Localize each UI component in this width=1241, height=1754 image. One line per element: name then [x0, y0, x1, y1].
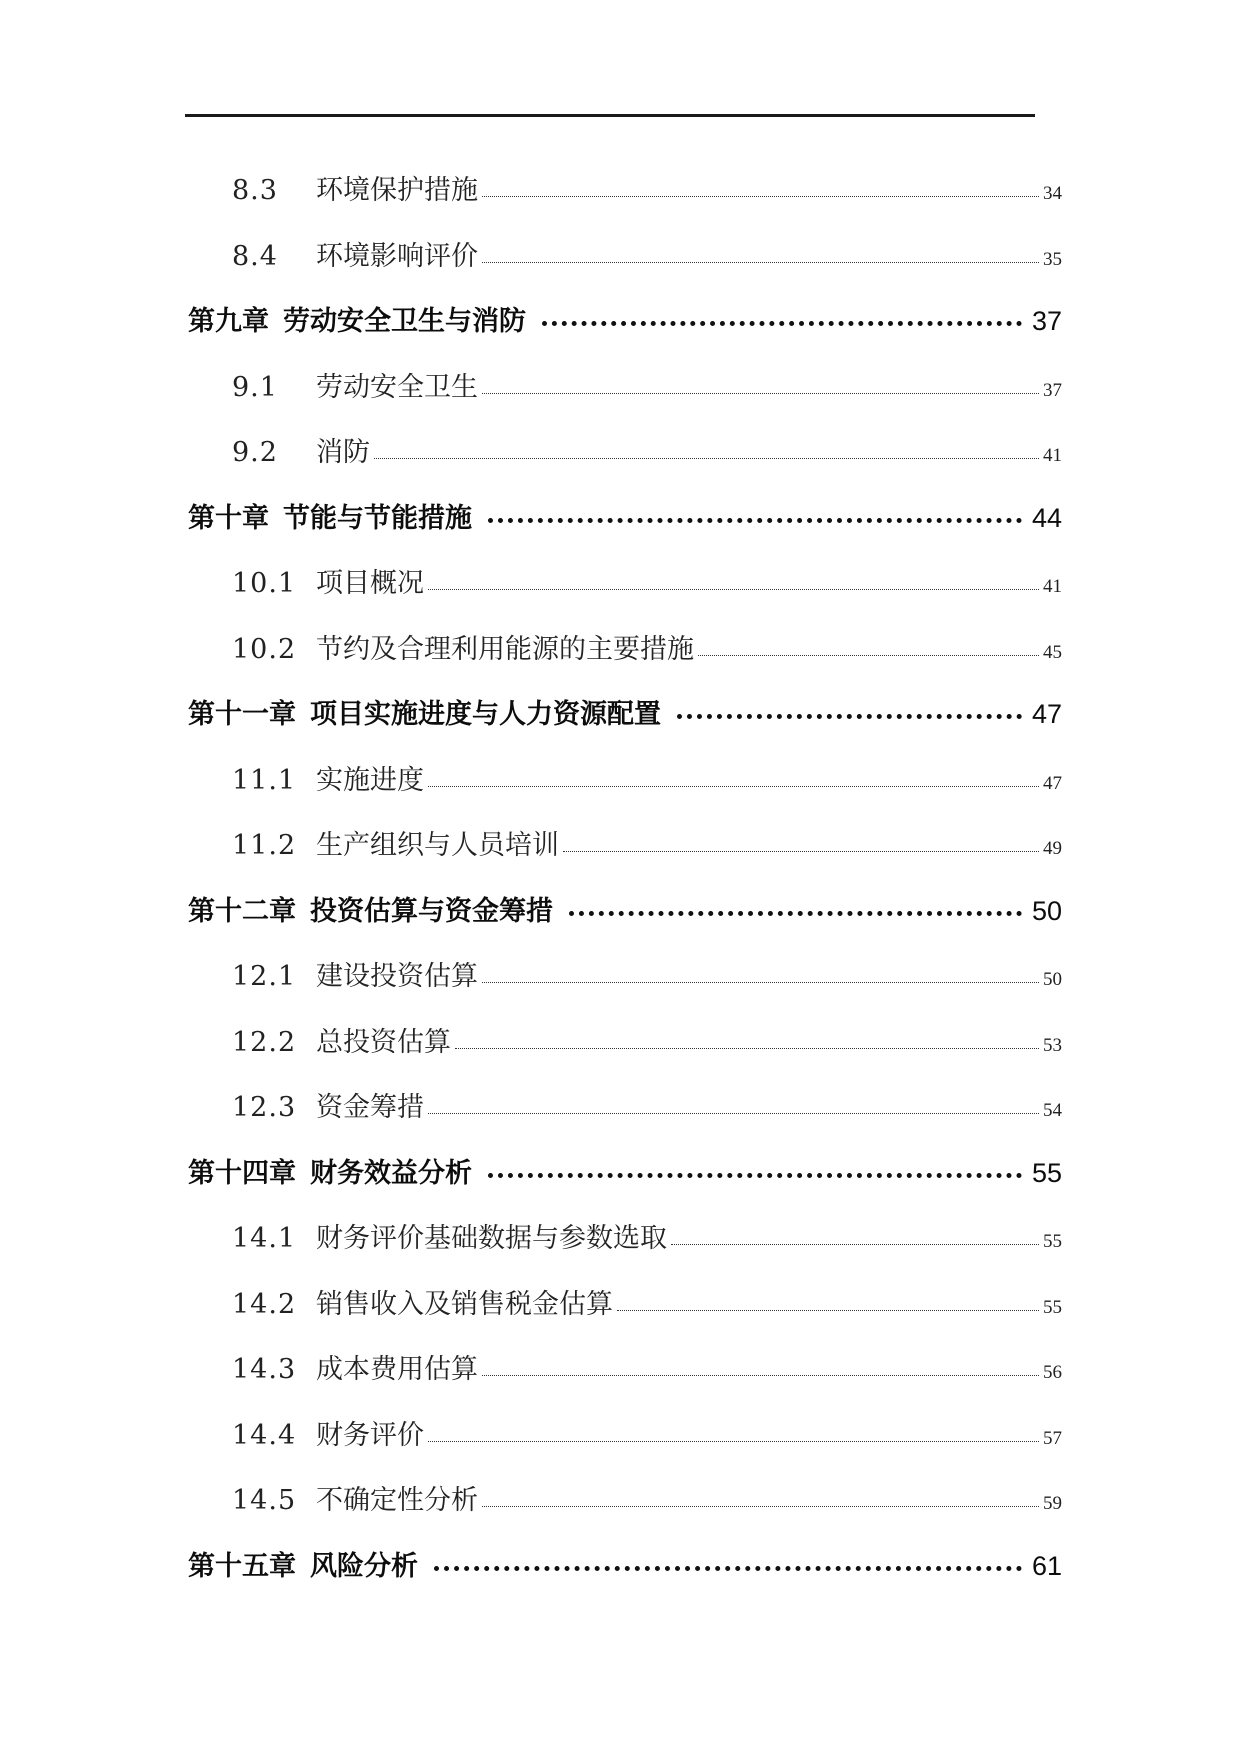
toc-entry-number: 10.2 [232, 633, 297, 665]
toc-entry-title: 实施进度 [316, 764, 424, 796]
toc-section-entry[interactable] [188, 1010, 1062, 1076]
toc-entry-title: 消防 [316, 437, 370, 468]
toc-entry-title: 环境影响评价 [316, 240, 478, 272]
toc-dot-leader [455, 1048, 1039, 1049]
toc-entry-number: 10.1 [232, 568, 297, 599]
toc-entry-title: 财务效益分析 [310, 1157, 472, 1189]
toc-dot-leader [482, 262, 1039, 263]
toc-entry-page: 57 [1043, 1427, 1062, 1449]
toc-entry-title: 环境保护措施 [316, 175, 478, 206]
toc-entry-title: 销售收入及销售税金估算 [316, 1288, 613, 1320]
toc-entry-page: 47 [1043, 772, 1062, 794]
toc-entry-title: 成本费用估算 [316, 1354, 478, 1385]
toc-entry-page: 37 [1043, 379, 1062, 401]
toc-entry-title: 资金筹措 [316, 1092, 424, 1123]
toc-dot-leader [428, 1113, 1039, 1114]
toc-entry-number: 第十章 [188, 502, 269, 534]
toc-entry-number: 第十五章 [188, 1550, 296, 1582]
toc-section-entry[interactable] [188, 355, 1062, 421]
toc-chapter-entry[interactable] [188, 486, 1062, 552]
header-rule [185, 114, 1035, 117]
toc-section-entry[interactable] [188, 748, 1062, 814]
toc-dot-leader [563, 851, 1039, 852]
toc-entry-page: 61 [1031, 1550, 1062, 1581]
toc-dot-leader [428, 1441, 1039, 1442]
toc-entry-title: 总投资估算 [316, 1026, 451, 1058]
toc-dot-leader [428, 589, 1039, 590]
toc-entry-page: 55 [1043, 1296, 1062, 1318]
toc-dot-leader [482, 1375, 1039, 1376]
toc-entry-page: 55 [1043, 1231, 1062, 1252]
toc-entry-number: 14.4 [232, 1419, 297, 1451]
toc-dot-leader [677, 714, 1022, 719]
toc-entry-page: 41 [1043, 576, 1062, 597]
toc-entry-number: 12.3 [232, 1092, 297, 1123]
toc-entry-page: 54 [1043, 1100, 1062, 1121]
toc-section-entry[interactable] [188, 1206, 1062, 1272]
toc-entry-number: 14.1 [232, 1223, 297, 1254]
toc-entry-title: 不确定性分析 [316, 1485, 478, 1516]
toc-section-entry[interactable] [188, 813, 1062, 879]
toc-dot-leader [617, 1310, 1039, 1311]
toc-section-entry[interactable] [188, 1337, 1062, 1403]
toc-entry-page: 49 [1043, 838, 1062, 859]
toc-section-entry[interactable] [188, 1272, 1062, 1338]
toc-dot-leader [569, 911, 1022, 916]
toc-chapter-entry[interactable] [188, 682, 1062, 748]
toc-entry-title: 建设投资估算 [316, 961, 478, 992]
toc-dot-leader [428, 786, 1039, 787]
toc-entry-page: 41 [1043, 445, 1062, 466]
toc-entry-title: 财务评价 [316, 1419, 424, 1451]
toc-entry-page: 44 [1031, 502, 1062, 533]
toc-entry-page: 37 [1031, 306, 1062, 336]
toc-entry-page: 35 [1043, 248, 1062, 270]
toc-entry-title: 生产组织与人员培训 [316, 830, 559, 861]
toc-entry-title: 劳动安全卫生与消防 [283, 306, 526, 337]
toc-entry-page: 34 [1043, 183, 1062, 204]
toc-entry-number: 8.3 [232, 175, 278, 206]
toc-section-entry[interactable] [188, 551, 1062, 617]
toc-entry-number: 12.2 [232, 1026, 297, 1058]
toc-section-entry[interactable] [188, 224, 1062, 290]
toc-dot-leader [482, 982, 1039, 983]
toc-entry-number: 14.3 [232, 1354, 297, 1385]
toc-entry-page: 55 [1031, 1157, 1062, 1188]
toc-dot-leader [482, 1506, 1039, 1507]
toc-section-entry[interactable] [188, 1403, 1062, 1469]
toc-entry-number: 第十二章 [188, 895, 296, 927]
toc-entry-page: 59 [1043, 1493, 1062, 1514]
toc-dot-leader [482, 196, 1039, 197]
toc-entry-number: 11.1 [232, 764, 297, 796]
toc-chapter-entry[interactable] [188, 1141, 1062, 1207]
toc-entry-number: 12.1 [232, 961, 297, 992]
toc-dot-leader [671, 1244, 1039, 1245]
toc-entry-title: 节能与节能措施 [283, 502, 472, 534]
toc-entry-number: 14.5 [232, 1485, 297, 1516]
toc-chapter-entry[interactable] [188, 1534, 1062, 1600]
toc-entry-page: 53 [1043, 1034, 1062, 1056]
toc-entry-number: 14.2 [232, 1288, 297, 1320]
toc-entry-number: 8.4 [232, 240, 278, 272]
toc-dot-leader [698, 655, 1039, 656]
toc-section-entry[interactable] [188, 1468, 1062, 1534]
toc-entry-number: 9.1 [232, 371, 278, 403]
toc-entry-number: 第十一章 [188, 699, 296, 730]
toc-dot-leader [482, 393, 1039, 394]
toc-entry-title: 风险分析 [310, 1550, 418, 1582]
toc-entry-title: 节约及合理利用能源的主要措施 [316, 633, 694, 665]
toc-section-entry[interactable] [188, 420, 1062, 486]
toc-entry-page: 50 [1043, 969, 1062, 990]
toc-chapter-entry[interactable] [188, 879, 1062, 945]
toc-section-entry[interactable] [188, 617, 1062, 683]
toc-section-entry[interactable] [188, 158, 1062, 224]
toc-entry-number: 第九章 [188, 306, 269, 337]
toc-entry-page: 50 [1031, 895, 1062, 926]
toc-entry-title: 投资估算与资金筹措 [310, 895, 553, 927]
toc-dot-leader [488, 1173, 1022, 1178]
toc-entry-number: 第十四章 [188, 1157, 296, 1189]
toc-entry-page: 45 [1043, 641, 1062, 663]
toc-dot-leader [542, 321, 1022, 326]
toc-dot-leader [374, 458, 1039, 459]
toc-dot-leader [434, 1566, 1022, 1571]
toc-entry-number: 9.2 [232, 437, 278, 468]
toc-section-entry[interactable] [188, 944, 1062, 1010]
toc-chapter-entry[interactable] [188, 289, 1062, 355]
toc-dot-leader [488, 518, 1022, 523]
table-of-contents [188, 158, 1062, 1599]
toc-section-entry[interactable] [188, 1075, 1062, 1141]
toc-entry-page: 56 [1043, 1362, 1062, 1383]
toc-entry-title: 项目实施进度与人力资源配置 [310, 699, 661, 730]
toc-entry-page: 47 [1031, 699, 1062, 729]
toc-entry-title: 劳动安全卫生 [316, 371, 478, 403]
toc-entry-title: 财务评价基础数据与参数选取 [316, 1223, 667, 1254]
toc-entry-number: 11.2 [232, 830, 297, 861]
toc-entry-title: 项目概况 [316, 568, 424, 599]
